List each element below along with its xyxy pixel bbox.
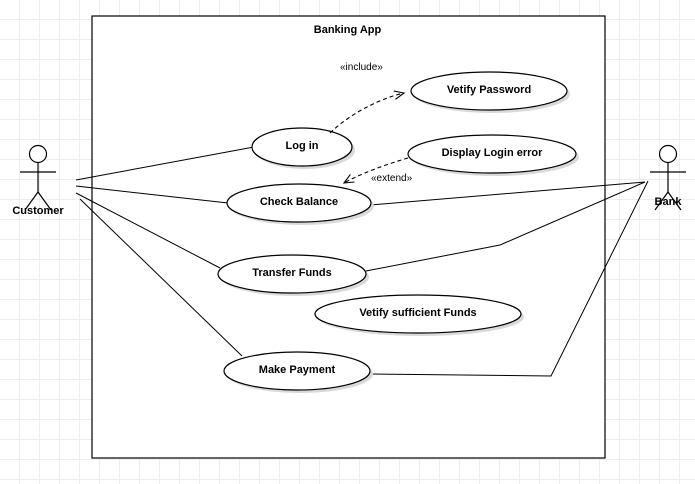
use-case-login[interactable] [252,128,352,166]
use-case-transfer-funds[interactable] [218,255,366,293]
use-case-label-login: Log in [285,140,319,152]
use-case-label-display-login-error: Display Login error [441,147,543,159]
actor-customer[interactable] [20,146,56,211]
use-case-make-payment[interactable] [224,352,370,390]
use-case-verify-sufficient-funds[interactable] [315,295,521,333]
use-case-label-check-balance: Check Balance [259,196,339,208]
use-case-label-transfer-funds: Transfer Funds [252,267,332,279]
use-case-display-login-error[interactable] [408,135,576,173]
use-case-label-make-payment: Make Payment [258,364,336,376]
stereotype-label-extend: «extend» [371,173,413,184]
system-boundary-title: Banking App [313,24,382,36]
use-case-label-verify-password: Vetify Password [446,84,532,96]
use-case-verify-password[interactable] [411,72,567,110]
stereotype-label-include: «include» [340,62,383,73]
use-case-check-balance[interactable] [227,184,371,222]
actor-label-customer: Customer [12,205,64,217]
use-case-label-verify-sufficient-funds: Vetify sufficient Funds [359,307,477,319]
actor-label-bank: Bank [654,196,682,208]
